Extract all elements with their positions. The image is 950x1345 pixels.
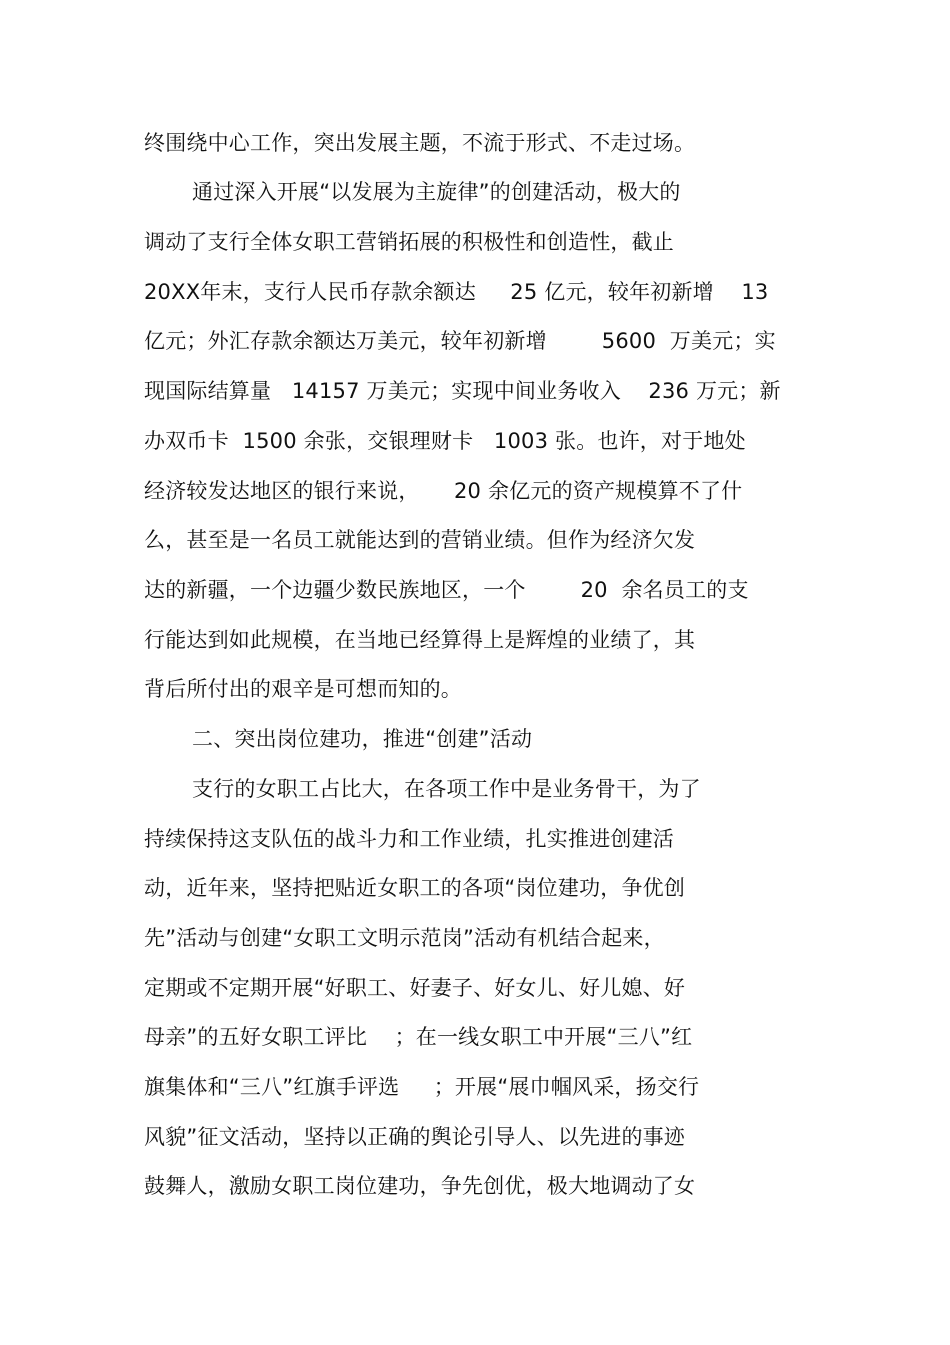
text-line: 风貌”征文活动，坚持以正确的舆论引导人、以先进的事迹 (144, 1125, 686, 1149)
text-line: 达的新疆，一个边疆少数民族地区，一个 20 余名员工的支 (144, 578, 749, 602)
text-line: 动，近年来，坚持把贴近女职工的各项“岗位建功，争优创 (144, 876, 686, 900)
text-line: 现国际结算量 14157 万美元；实现中间业务收入 236 万元；新 (144, 379, 781, 403)
text-line: 终围绕中心工作，突出发展主题，不流于形式、不走过场。 (144, 131, 696, 155)
text-line: 行能达到如此规模，在当地已经算得上是辉煌的业绩了，其 (144, 628, 696, 652)
text-line: 么，甚至是一名员工就能达到的营销业绩。但作为经济欠发 (144, 528, 696, 552)
text-line: 先”活动与创建“女职工文明示范岗”活动有机结合起来， (144, 926, 665, 950)
text-line: 办双币卡 1500 余张，交银理财卡 1003 张。也许，对于地处 (144, 429, 746, 453)
text-line: 20XX年末，支行人民币存款余额达 25 亿元，较年初新增 13 (144, 280, 769, 304)
text-line: 母亲”的五好女职工评比 ；在一线女职工中开展“三八”红 (144, 1025, 693, 1049)
text-line: 定期或不定期开展“好职工、好妻子、好女儿、好儿媳、好 (144, 976, 686, 1000)
text-line: 背后所付出的艰辛是可想而知的。 (144, 677, 462, 701)
section-heading: 二、突出岗位建功，推进“创建”活动 (192, 727, 533, 751)
text-line: 鼓舞人，激励女职工岗位建功，争先创优，极大地调动了女 (144, 1174, 696, 1198)
text-line: 旗集体和“三八”红旗手评选 ；开展“展巾帼风采，扬交行 (144, 1075, 700, 1099)
text-line: 亿元；外汇存款余额达万美元，较年初新增 5600 万美元；实 (144, 329, 776, 353)
text-line: 经济较发达地区的银行来说， 20 余亿元的资产规模算不了什 (144, 479, 743, 503)
text-line: 调动了支行全体女职工营销拓展的积极性和创造性，截止 (144, 230, 674, 254)
paragraph-first-line: 通过深入开展“以发展为主旋律”的创建活动，极大的 (192, 180, 681, 204)
paragraph-first-line: 支行的女职工占比大，在各项工作中是业务骨干，为了 (192, 777, 701, 801)
text-line: 持续保持这支队伍的战斗力和工作业绩，扎实推进创建活 (144, 827, 674, 851)
